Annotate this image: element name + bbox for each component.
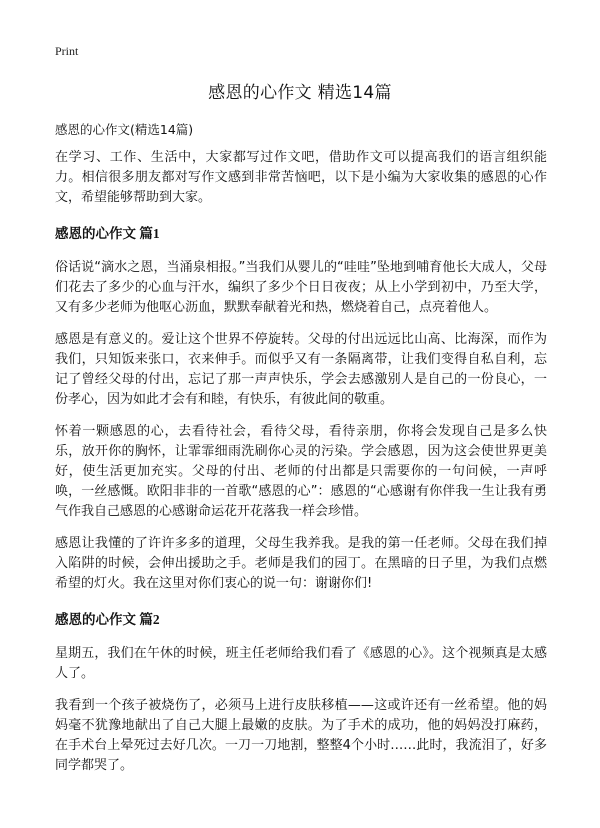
- paragraph: 星期五，我们在午休的时候，班主任老师给我们看了《感恩的心》。这个视频真是太感人了。: [55, 646, 547, 681]
- section-heading-1: 感恩的心作文 篇1: [55, 226, 160, 241]
- intro-paragraph: 在学习、工作、生活中，大家都写过作文吧，借助作文可以提高我们的语言组织能力。相信很多朋友都对写作文感到非常苦恼吧，以下是小编为大家收集的感恩的心作文，希望能够帮助到大家。: [55, 150, 547, 205]
- paragraph: 我看到一个孩子被烧伤了，必须马上进行皮肤移植——这或许还有一丝希望。他的妈妈毫不犹豫地献出了自己大腿上最嫩的皮肤。为了手术的成功，他的妈妈没打麻药，在手术台上晕死过去好几次。一刀一刀地割，整整4个小时……此时，我流泪了，好多同学都哭了。: [55, 698, 547, 773]
- print-link[interactable]: Print: [55, 44, 79, 58]
- paragraph: 俗话说“滴水之恩，当涌泉相报。”当我们从婴儿的“哇哇”坠地到哺育他长大成人，父母们花去了多少的心血与汗水，编织了多少个日日夜夜；从上小学到初中，乃至大学，又有多少老师为他呕心沥血，默默奉献着光和热，燃烧着自己，点亮着他人。: [55, 260, 547, 315]
- paragraph: 怀着一颗感恩的心，去看待社会，看待父母，看待亲朋，你将会发现自己是多么快乐，放开你的胸怀，让霏霏细雨洗刷你心灵的污染。学会感恩，因为这会使世界更美好，使生活更加充实。父母的付出、老师的付出都是只需要你的一句问候，一声呼唤，一丝感慨。欧阳非非的一首歌“感恩的心”：感恩的“心感谢有你伴我一生让我有勇气作我自己感恩的心感谢命运花开花落我一样会珍惜。: [55, 424, 547, 519]
- paragraph: 感恩是有意义的。爱让这个世界不停旋转。父母的付出远远比山高、比海深，而作为我们，只知饭来张口，衣来伸手。而似乎又有一条隔离带，让我们变得自私自利，忘记了曾经父母的付出，忘记了那一声声快乐，学会去感激别人是自己的一份良心，一份孝心，因为如此才会有和睦，有快乐，有彼此间的敬重。: [55, 332, 547, 407]
- article-body: [55, 148, 547, 788]
- section-heading-2: 感恩的心作文 篇2: [55, 612, 160, 627]
- paragraph: 感恩让我懂的了许许多多的道理，父母生我养我。是我的第一任老师。父母在我们掉入陷阱的时候，会伸出援助之手。老师是我们的园丁。在黑暗的日子里，为我们点燃希望的灯火。我在这里对你们衷心的说一句：谢谢你们!: [55, 536, 547, 591]
- document-subtitle: 感恩的心作文(精选14篇): [55, 122, 194, 137]
- page-title: 感恩的心作文 精选14篇: [208, 83, 392, 103]
